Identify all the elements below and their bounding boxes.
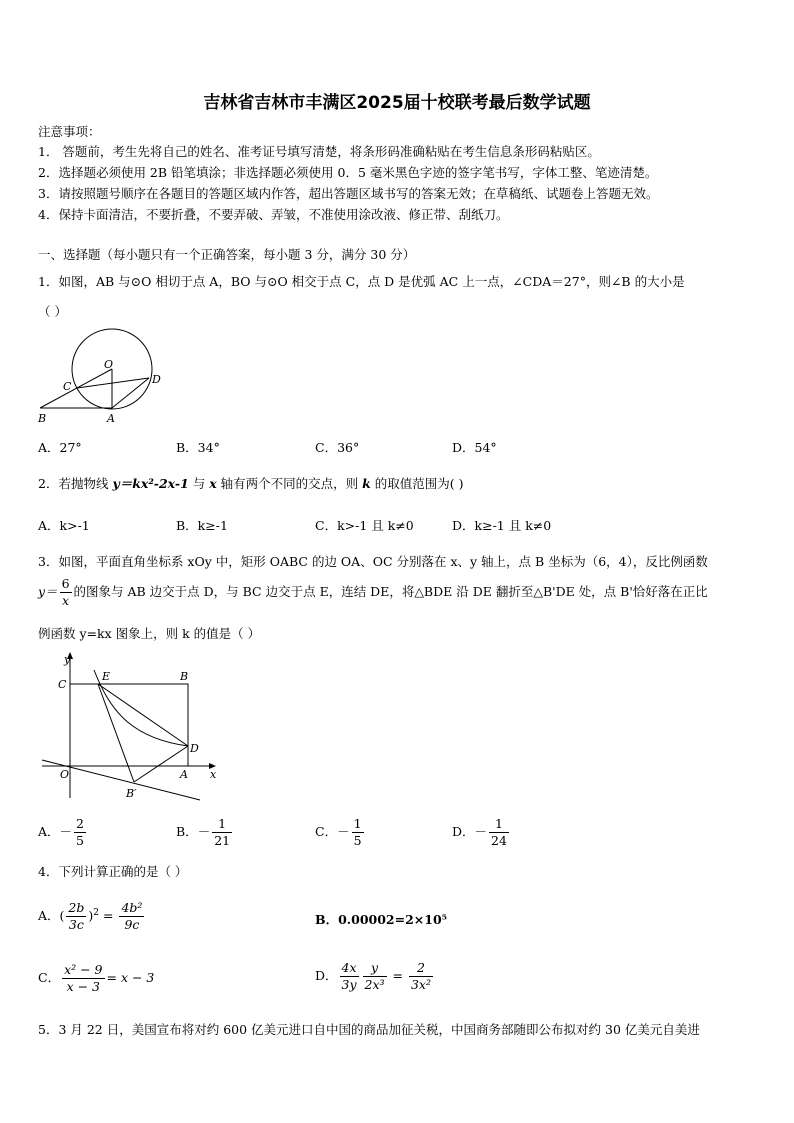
q3-stem-line3: 例函数 y=kx 图象上，则 k 的值是（ ） <box>38 626 261 641</box>
q4-option-c: C． $\frac{\text{x² − 9}}{x - 3}$ = x − 3 <box>38 962 155 994</box>
label-o: O <box>60 768 70 781</box>
label-b-prime: B′ <box>126 787 137 800</box>
q2-option-c: C．k>-1 且 k≠0 <box>315 518 414 533</box>
q4-option-b: B．0.00002=2×10⁵ <box>315 912 448 927</box>
q1-stem: 1．如图，AB 与⊙O 相切于点 A，BO 与⊙O 相交于点 C，点 D 是优弧 AC 上一点，∠CDA＝27°，则∠B 的大小是 <box>38 274 685 289</box>
q1-answer-paren: （ ） <box>38 304 67 319</box>
q4-option-d: D． $\frac{4x}{3y}$ $\frac{y}{\text{2x³}}$ = $\frac{2}{\text{3x²}}$ <box>315 960 431 992</box>
section-heading: 一、选择题（每小题只有一个正确答案，每小题 3 分，满分 30 分） <box>38 247 416 262</box>
q2-option-b: B．k≥-1 <box>176 518 228 533</box>
label-e: E <box>102 670 111 683</box>
line-bpe <box>98 684 134 782</box>
notice-item-4: 4．保持卡面清洁，不要折叠，不要弄破、弄皱，不准使用涂改液、修正带、刮纸刀。 <box>38 207 509 222</box>
q3-option-a: A．－ $\frac{2}{5}$ <box>38 816 84 848</box>
page-title: 吉林省吉林市丰满区2025届十校联考最后数学试题 <box>203 93 591 113</box>
q3-figure <box>34 648 224 804</box>
label-d: D <box>190 742 199 755</box>
q3-option-c: C．－ $\frac{1}{5}$ <box>315 816 362 848</box>
q2-stem: 2．若抛物线 y＝kx²-2x-1 与 x 轴有两个不同的交点，则 k 的取值范围为( ) <box>38 476 464 491</box>
label-c: C <box>63 380 72 393</box>
q4-stem: 4．下列计算正确的是（ ） <box>38 864 188 879</box>
label-c: C <box>58 678 67 691</box>
label-d: D <box>152 373 161 386</box>
notice-item-3: 3．请按照题号顺序在各题目的答题区域内作答，超出答题区域书写的答案无效；在草稿纸、试题卷上答题无效。 <box>38 186 659 201</box>
q3-option-d: D．－ $\frac{1}{24}$ <box>452 816 507 848</box>
q5-stem: 5．3 月 22 日，美国宣布将对约 600 亿美元进口自中国的商品加征关税，中国商务部随即公布拟对约 30 亿美元自美进 <box>38 1022 700 1037</box>
label-y: y <box>64 653 71 666</box>
line-bo <box>40 369 112 408</box>
q1-option-c: C．36° <box>315 440 360 455</box>
label-x: x <box>210 768 217 781</box>
q2-option-a: A．k>-1 <box>38 518 90 533</box>
q3-stem-line2: y＝ $\frac{6}{x}$ 的图象与 AB 边交于点 D，与 BC 边交于点 E，连结 DE，将△BDE 沿 DE 翻折至△B'DE 处，点 B'恰好落在正比 <box>38 576 708 608</box>
label-a: A <box>107 412 115 425</box>
rect-oabc <box>70 684 188 766</box>
q3-inline-fraction: $\frac{6}{x}$ <box>61 576 70 608</box>
notice-heading: 注意事项： <box>38 124 101 139</box>
q2-expression: y＝kx²-2x-1 <box>112 476 189 491</box>
q1-option-a: A．27° <box>38 440 82 455</box>
q3-stem-line1: 3．如图，平面直角坐标系 xOy 中，矩形 OABC 的边 OA、OC 分别落在 x、y 轴上，点 B 坐标为（6，4），反比例函数 <box>38 554 708 569</box>
notice-item-2: 2．选择题必须使用 2B 铅笔填涂；非选择题必须使用 0．5 毫米黑色字迹的签字笔书写，字体工整、笔迹清楚。 <box>38 165 658 180</box>
label-b: B <box>38 412 47 425</box>
label-a: A <box>180 768 188 781</box>
q1-option-b: B．34° <box>176 440 220 455</box>
q1-option-d: D．54° <box>452 440 497 455</box>
q3-option-b: B．－ $\frac{1}{21}$ <box>176 816 231 848</box>
q1-figure <box>34 326 174 426</box>
label-o: O <box>104 358 114 371</box>
notice-item-1: 1． 答题前，考生先将自己的姓名、准考证号填写清楚，将条形码准确粘贴在考生信息条形码粘贴区。 <box>38 144 600 159</box>
q2-option-d: D．k≥-1 且 k≠0 <box>452 518 552 533</box>
label-b: B <box>180 670 189 683</box>
q4-option-a: A．( $\frac{2b}{3c}$ )$^2$ = $\frac{\text{4b²}}{9c}$ <box>38 900 143 932</box>
line-de <box>98 684 188 746</box>
